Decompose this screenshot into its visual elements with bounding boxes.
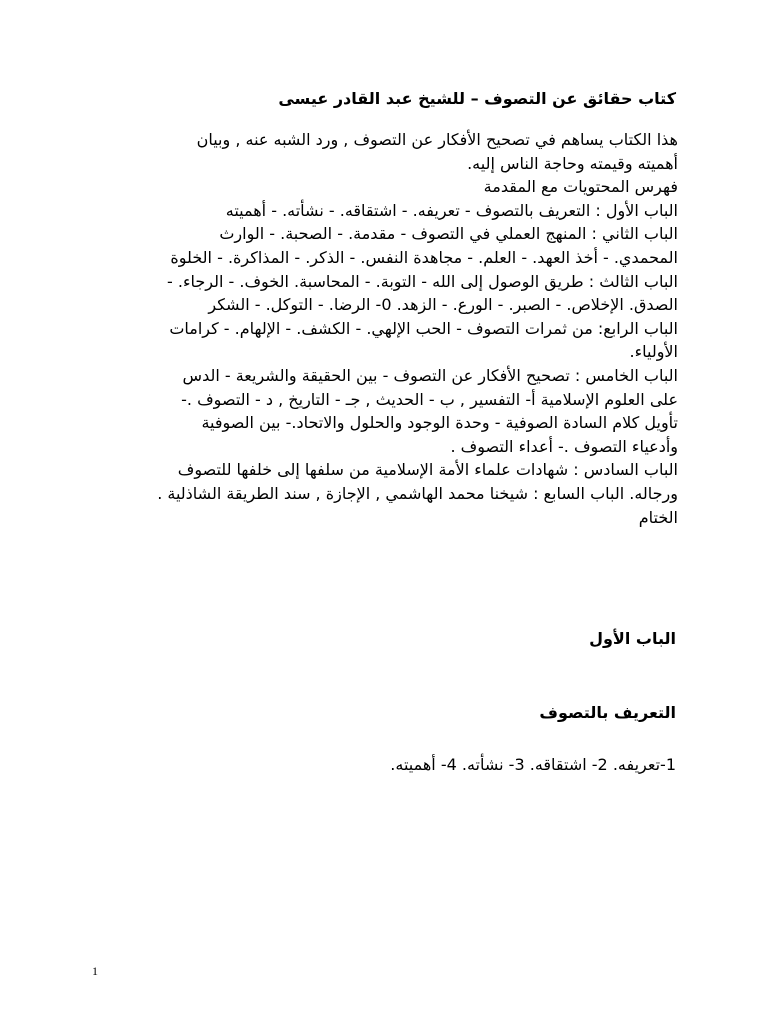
- toc-line: المحمدي. - أخذ العهد. - العلم. - مجاهدة النفس. - الذكر. - المذاكرة. - الخلوة: [170, 247, 678, 267]
- toc-line: الباب الثاني : المنهج العملي في التصوف - مقدمة. - الصحبة. - الوارث: [219, 224, 678, 244]
- document-title: كتاب حقائق عن التصوف – للشيخ عبد القادر عيسى: [278, 89, 676, 108]
- chapter-heading: الباب الأول: [589, 629, 676, 648]
- toc-line: الباب الثالث : طريق الوصول إلى الله - التوبة. - المحاسبة. الخوف. - الرجاء. -: [167, 271, 678, 291]
- toc-line: الباب الخامس : تصحيح الأفكار عن التصوف - بين الحقيقة والشريعة - الدس: [182, 365, 678, 385]
- toc-line: الباب الأول : التعريف بالتصوف - تعريفه. - اشتقاقه. - نشأته. - أهميته: [225, 200, 678, 220]
- toc-line: ورجاله. الباب السابع : شيخنا محمد الهاشمي , الإجازة , سند الطريقة الشاذلية .: [157, 483, 678, 503]
- intro-text-block: [98, 128, 678, 529]
- toc-heading-line: فهرس المحتويات مع المقدمة: [483, 177, 678, 197]
- toc-line: الصدق. الإخلاص. - الصبر. - الورع. - الزهد. 0- الرضا. - التوكل. - الشكر: [208, 295, 678, 315]
- toc-line: الأولياء.: [629, 342, 678, 362]
- toc-line: الباب السادس : شهادات علماء الأمة الإسلامية من سلفها إلى خلفها للتصوف: [177, 460, 678, 480]
- intro-line: أهميته وقيمته وحاجة الناس إليه.: [467, 153, 678, 173]
- toc-line: الختام: [638, 507, 678, 527]
- toc-line: وأدعياء التصوف .- أعداء التصوف .: [450, 436, 678, 456]
- section-heading: التعريف بالتصوف: [539, 703, 676, 722]
- toc-line: الباب الرابع: من ثمرات التصوف - الحب الإلهي. - الكشف. - الإلهام. - كرامات: [169, 318, 678, 338]
- toc-line: تأويل كلام السادة الصوفية - وحدة الوجود والحلول والاتحاد.- بين الصوفية: [201, 413, 678, 433]
- toc-line: على العلوم الإسلامية أ- التفسير , ب - الحديث , جـ - التاريخ , د - التصوف .-: [181, 389, 678, 409]
- topics-list-line: 1-تعريفه. 2- اشتقاقه. 3- نشأته. 4- أهميته.: [390, 755, 676, 774]
- page-number: 1: [92, 964, 98, 978]
- intro-line: هذا الكتاب يساهم في تصحيح الأفكار عن التصوف , ورد الشبه عنه , وبيان: [196, 130, 678, 149]
